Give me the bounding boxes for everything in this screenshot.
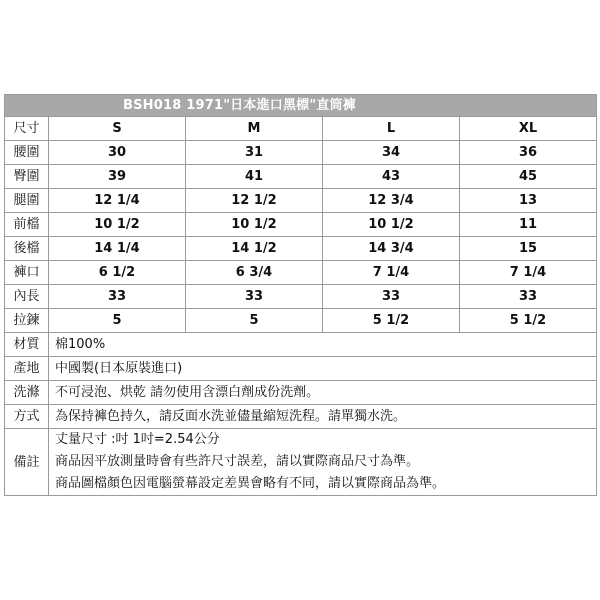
table-row xyxy=(5,237,597,261)
material-value: 棉100% xyxy=(49,333,597,357)
cell: 6 3/4 xyxy=(186,261,323,285)
title-row xyxy=(5,95,597,117)
cell: 14 1/4 xyxy=(49,237,186,261)
row-label: 後檔 xyxy=(5,237,49,261)
cell: 5 1/2 xyxy=(460,309,597,333)
cell: 10 1/2 xyxy=(49,213,186,237)
size-xl: XL xyxy=(460,117,597,141)
table-row xyxy=(5,309,597,333)
cell: 36 xyxy=(460,141,597,165)
cell: 33 xyxy=(460,285,597,309)
notes-content xyxy=(49,429,597,496)
cell: 5 xyxy=(49,309,186,333)
cell: 39 xyxy=(49,165,186,189)
washing-label-1: 洗滌 xyxy=(5,381,49,405)
origin-label: 產地 xyxy=(5,357,49,381)
size-l: L xyxy=(323,117,460,141)
size-table xyxy=(4,94,597,496)
table-row xyxy=(5,189,597,213)
cell: 33 xyxy=(323,285,460,309)
notes-label: 備註 xyxy=(5,429,49,496)
washing-line-2: 為保持褲色持久，請反面水洗並儘量縮短洗程。請單獨水洗。 xyxy=(49,405,597,429)
cell: 10 1/2 xyxy=(186,213,323,237)
cell: 7 1/4 xyxy=(323,261,460,285)
table-row xyxy=(5,261,597,285)
material-label: 材質 xyxy=(5,333,49,357)
origin-value: 中國製(日本原裝進口) xyxy=(49,357,597,381)
cell: 12 1/2 xyxy=(186,189,323,213)
cell: 14 3/4 xyxy=(323,237,460,261)
table-row xyxy=(5,141,597,165)
cell: 14 1/2 xyxy=(186,237,323,261)
cell: 34 xyxy=(323,141,460,165)
cell: 31 xyxy=(186,141,323,165)
washing-row-1 xyxy=(5,381,597,405)
row-label: 褲口 xyxy=(5,261,49,285)
row-label: 腰圍 xyxy=(5,141,49,165)
size-header-label: 尺寸 xyxy=(5,117,49,141)
cell: 5 1/2 xyxy=(323,309,460,333)
washing-line-1: 不可浸泡、烘乾 請勿使用含漂白劑成份洗劑。 xyxy=(49,381,597,405)
cell: 6 1/2 xyxy=(49,261,186,285)
notes-line-3: 商品圖檔顏色因電腦螢幕設定差異會略有不同，請以實際商品為準。 xyxy=(55,476,446,491)
row-label: 臀圍 xyxy=(5,165,49,189)
washing-row-2 xyxy=(5,405,597,429)
size-s: S xyxy=(49,117,186,141)
cell: 45 xyxy=(460,165,597,189)
washing-label-2: 方式 xyxy=(5,405,49,429)
table-row xyxy=(5,285,597,309)
cell: 13 xyxy=(460,189,597,213)
size-m: M xyxy=(186,117,323,141)
notes-line-2: 商品因平放測量時會有些許尺寸誤差，請以實際商品尺寸為準。 xyxy=(55,454,420,469)
row-label: 拉鍊 xyxy=(5,309,49,333)
table-row xyxy=(5,165,597,189)
cell: 10 1/2 xyxy=(323,213,460,237)
cell: 12 3/4 xyxy=(323,189,460,213)
cell: 12 1/4 xyxy=(49,189,186,213)
origin-row xyxy=(5,357,597,381)
cell: 15 xyxy=(460,237,597,261)
cell: 5 xyxy=(186,309,323,333)
product-title: BSH018 1971"日本進口黑標"直筒褲 xyxy=(5,95,597,117)
cell: 11 xyxy=(460,213,597,237)
row-label: 內長 xyxy=(5,285,49,309)
notes-row xyxy=(5,429,597,496)
cell: 41 xyxy=(186,165,323,189)
cell: 30 xyxy=(49,141,186,165)
table-row xyxy=(5,213,597,237)
cell: 43 xyxy=(323,165,460,189)
row-label: 腿圍 xyxy=(5,189,49,213)
cell: 7 1/4 xyxy=(460,261,597,285)
product-size-sheet xyxy=(4,94,596,496)
size-header-row xyxy=(5,117,597,141)
cell: 33 xyxy=(49,285,186,309)
notes-line-1: 丈量尺寸 :吋 1吋=2.54公分 xyxy=(55,432,220,447)
material-row xyxy=(5,333,597,357)
row-label: 前檔 xyxy=(5,213,49,237)
cell: 33 xyxy=(186,285,323,309)
